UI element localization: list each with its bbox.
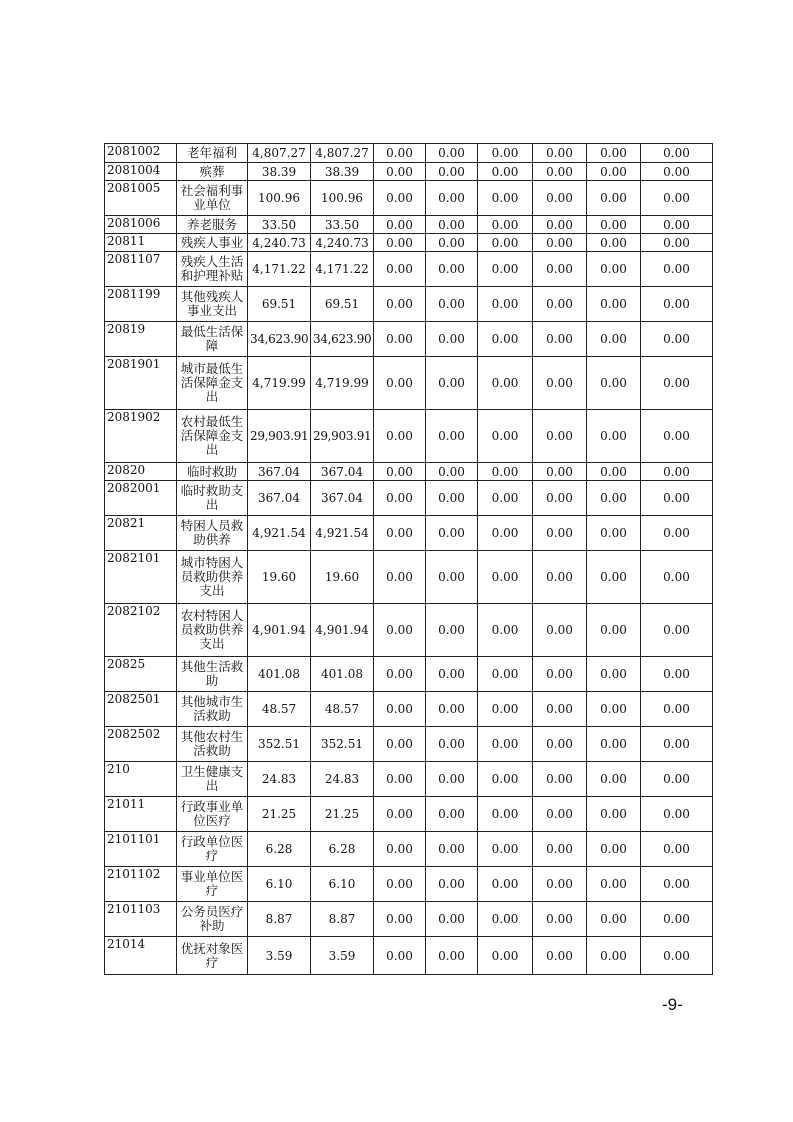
- cell-value: 0.00: [426, 797, 478, 832]
- cell-value: 0.00: [641, 516, 713, 551]
- row-name: 城市最低生活保障金支出: [177, 357, 248, 410]
- cell-value: 0.00: [533, 902, 587, 937]
- cell-value: 0.00: [478, 181, 533, 216]
- row-name: 其他生活救助: [177, 657, 248, 692]
- cell-value: 0.00: [533, 551, 587, 604]
- cell-value: 6.28: [248, 832, 311, 867]
- cell-value: 367.04: [311, 463, 374, 481]
- row-code: 2081006: [105, 216, 177, 234]
- cell-value: 0.00: [641, 144, 713, 163]
- cell-value: 0.00: [374, 287, 426, 322]
- cell-value: 0.00: [641, 181, 713, 216]
- table-row: [105, 727, 713, 762]
- cell-value: 0.00: [587, 463, 641, 481]
- cell-value: 4,807.27: [311, 144, 374, 163]
- cell-value: 0.00: [641, 604, 713, 657]
- cell-value: 0.00: [374, 657, 426, 692]
- table-row: [105, 657, 713, 692]
- cell-value: 0.00: [374, 551, 426, 604]
- cell-value: 4,901.94: [248, 604, 311, 657]
- cell-value: 0.00: [641, 163, 713, 181]
- cell-value: 100.96: [248, 181, 311, 216]
- cell-value: 0.00: [478, 287, 533, 322]
- table-row: [105, 322, 713, 357]
- row-code: 2081902: [105, 410, 177, 463]
- cell-value: 0.00: [641, 937, 713, 975]
- cell-value: 8.87: [248, 902, 311, 937]
- cell-value: 0.00: [426, 481, 478, 516]
- cell-value: 0.00: [478, 163, 533, 181]
- cell-value: 0.00: [478, 216, 533, 234]
- cell-value: 0.00: [587, 163, 641, 181]
- cell-value: 0.00: [641, 762, 713, 797]
- row-name: 其他残疾人事业支出: [177, 287, 248, 322]
- row-code: 2081107: [105, 252, 177, 287]
- cell-value: 0.00: [426, 604, 478, 657]
- cell-value: 0.00: [478, 144, 533, 163]
- row-code: 2082001: [105, 481, 177, 516]
- row-name: 临时救助: [177, 463, 248, 481]
- cell-value: 0.00: [374, 832, 426, 867]
- cell-value: 0.00: [587, 410, 641, 463]
- cell-value: 0.00: [587, 481, 641, 516]
- cell-value: 0.00: [533, 234, 587, 252]
- cell-value: 0.00: [587, 762, 641, 797]
- cell-value: 29,903.91: [248, 410, 311, 463]
- row-code: 2101101: [105, 832, 177, 867]
- row-name: 残疾人事业: [177, 234, 248, 252]
- cell-value: 0.00: [478, 516, 533, 551]
- cell-value: 0.00: [426, 516, 478, 551]
- cell-value: 0.00: [478, 797, 533, 832]
- cell-value: 24.83: [248, 762, 311, 797]
- cell-value: 0.00: [641, 357, 713, 410]
- cell-value: 19.60: [311, 551, 374, 604]
- cell-value: 4,240.73: [248, 234, 311, 252]
- cell-value: 0.00: [374, 252, 426, 287]
- cell-value: 0.00: [587, 144, 641, 163]
- cell-value: 0.00: [426, 902, 478, 937]
- row-name: 行政单位医疗: [177, 832, 248, 867]
- cell-value: 0.00: [478, 867, 533, 902]
- row-name: 其他农村生活救助: [177, 727, 248, 762]
- cell-value: 0.00: [426, 937, 478, 975]
- table-row: [105, 867, 713, 902]
- cell-value: 0.00: [587, 937, 641, 975]
- cell-value: 34,623.90: [248, 322, 311, 357]
- cell-value: 4,901.94: [311, 604, 374, 657]
- cell-value: 0.00: [426, 867, 478, 902]
- cell-value: 0.00: [478, 410, 533, 463]
- row-name: 行政事业单位医疗: [177, 797, 248, 832]
- cell-value: 21.25: [311, 797, 374, 832]
- cell-value: 0.00: [641, 463, 713, 481]
- cell-value: 69.51: [311, 287, 374, 322]
- cell-value: 0.00: [478, 604, 533, 657]
- row-name: 公务员医疗补助: [177, 902, 248, 937]
- cell-value: 0.00: [426, 551, 478, 604]
- cell-value: 0.00: [641, 692, 713, 727]
- table-row: [105, 144, 713, 163]
- cell-value: 367.04: [311, 481, 374, 516]
- cell-value: 0.00: [478, 252, 533, 287]
- table-row: [105, 234, 713, 252]
- cell-value: 0.00: [587, 867, 641, 902]
- cell-value: 6.10: [248, 867, 311, 902]
- cell-value: 0.00: [533, 516, 587, 551]
- row-code: 2101102: [105, 867, 177, 902]
- cell-value: 0.00: [641, 727, 713, 762]
- page-number: -9-: [662, 995, 683, 1014]
- cell-value: 0.00: [533, 163, 587, 181]
- cell-value: 34,623.90: [311, 322, 374, 357]
- cell-value: 3.59: [311, 937, 374, 975]
- cell-value: 0.00: [374, 410, 426, 463]
- cell-value: 0.00: [641, 902, 713, 937]
- cell-value: 0.00: [426, 216, 478, 234]
- cell-value: 0.00: [533, 657, 587, 692]
- row-name: 最低生活保障: [177, 322, 248, 357]
- cell-value: 0.00: [587, 551, 641, 604]
- cell-value: 0.00: [587, 832, 641, 867]
- cell-value: 4,171.22: [311, 252, 374, 287]
- cell-value: 0.00: [587, 692, 641, 727]
- cell-value: 0.00: [641, 551, 713, 604]
- table-row: [105, 937, 713, 975]
- cell-value: 0.00: [374, 163, 426, 181]
- cell-value: 48.57: [311, 692, 374, 727]
- row-code: 20820: [105, 463, 177, 481]
- row-name: 城市特困人员救助供养支出: [177, 551, 248, 604]
- cell-value: 0.00: [374, 357, 426, 410]
- cell-value: 4,807.27: [248, 144, 311, 163]
- cell-value: 4,921.54: [311, 516, 374, 551]
- cell-value: 352.51: [248, 727, 311, 762]
- row-code: 2101103: [105, 902, 177, 937]
- cell-value: 0.00: [478, 322, 533, 357]
- cell-value: 0.00: [426, 762, 478, 797]
- row-code: 20811: [105, 234, 177, 252]
- row-code: 2082501: [105, 692, 177, 727]
- cell-value: 0.00: [533, 937, 587, 975]
- cell-value: 0.00: [478, 762, 533, 797]
- cell-value: 0.00: [641, 797, 713, 832]
- cell-value: 4,171.22: [248, 252, 311, 287]
- cell-value: 367.04: [248, 463, 311, 481]
- cell-value: 0.00: [374, 463, 426, 481]
- cell-value: 4,719.99: [248, 357, 311, 410]
- cell-value: 0.00: [426, 322, 478, 357]
- cell-value: 0.00: [426, 692, 478, 727]
- table-row: [105, 902, 713, 937]
- cell-value: 0.00: [478, 481, 533, 516]
- budget-table: [104, 143, 713, 975]
- row-code: 21011: [105, 797, 177, 832]
- cell-value: 33.50: [311, 216, 374, 234]
- cell-value: 0.00: [374, 604, 426, 657]
- cell-value: 0.00: [426, 832, 478, 867]
- table-row: [105, 252, 713, 287]
- table-row: [105, 410, 713, 463]
- table-row: [105, 832, 713, 867]
- cell-value: 0.00: [426, 357, 478, 410]
- cell-value: 0.00: [478, 357, 533, 410]
- cell-value: 0.00: [587, 604, 641, 657]
- cell-value: 33.50: [248, 216, 311, 234]
- cell-value: 0.00: [587, 287, 641, 322]
- row-name: 优抚对象医疗: [177, 937, 248, 975]
- table-row: [105, 604, 713, 657]
- cell-value: 352.51: [311, 727, 374, 762]
- cell-value: 69.51: [248, 287, 311, 322]
- cell-value: 0.00: [641, 832, 713, 867]
- table-row: [105, 181, 713, 216]
- cell-value: 0.00: [533, 144, 587, 163]
- row-code: 2082502: [105, 727, 177, 762]
- row-name: 其他城市生活救助: [177, 692, 248, 727]
- cell-value: 0.00: [478, 902, 533, 937]
- cell-value: 0.00: [426, 163, 478, 181]
- cell-value: 8.87: [311, 902, 374, 937]
- table-row: [105, 287, 713, 322]
- row-code: 2081199: [105, 287, 177, 322]
- row-code: 21014: [105, 937, 177, 975]
- cell-value: 0.00: [533, 604, 587, 657]
- table-row: [105, 481, 713, 516]
- cell-value: 0.00: [533, 797, 587, 832]
- row-code: 20825: [105, 657, 177, 692]
- table-row: [105, 692, 713, 727]
- cell-value: 0.00: [587, 357, 641, 410]
- row-code: 2082102: [105, 604, 177, 657]
- cell-value: 0.00: [641, 234, 713, 252]
- cell-value: 0.00: [478, 937, 533, 975]
- cell-value: 0.00: [374, 692, 426, 727]
- cell-value: 0.00: [641, 216, 713, 234]
- cell-value: 0.00: [533, 410, 587, 463]
- cell-value: 0.00: [533, 216, 587, 234]
- table-body: [105, 144, 713, 975]
- cell-value: 0.00: [533, 762, 587, 797]
- cell-value: 0.00: [374, 797, 426, 832]
- row-code: 2081002: [105, 144, 177, 163]
- row-code: 2082101: [105, 551, 177, 604]
- row-code: 210: [105, 762, 177, 797]
- cell-value: 0.00: [641, 252, 713, 287]
- cell-value: 0.00: [374, 516, 426, 551]
- cell-value: 401.08: [248, 657, 311, 692]
- cell-value: 0.00: [533, 181, 587, 216]
- table-row: [105, 163, 713, 181]
- cell-value: 0.00: [533, 463, 587, 481]
- cell-value: 0.00: [478, 692, 533, 727]
- cell-value: 0.00: [641, 322, 713, 357]
- table-row: [105, 516, 713, 551]
- row-name: 特困人员救助供养: [177, 516, 248, 551]
- cell-value: 19.60: [248, 551, 311, 604]
- cell-value: 0.00: [374, 234, 426, 252]
- row-code: 2081004: [105, 163, 177, 181]
- cell-value: 0.00: [478, 727, 533, 762]
- row-code: 20821: [105, 516, 177, 551]
- table-row: [105, 551, 713, 604]
- cell-value: 0.00: [374, 867, 426, 902]
- row-name: 残疾人生活和护理补贴: [177, 252, 248, 287]
- cell-value: 0.00: [533, 832, 587, 867]
- cell-value: 0.00: [641, 657, 713, 692]
- cell-value: 0.00: [641, 287, 713, 322]
- cell-value: 0.00: [533, 357, 587, 410]
- cell-value: 0.00: [426, 410, 478, 463]
- cell-value: 367.04: [248, 481, 311, 516]
- cell-value: 0.00: [426, 463, 478, 481]
- cell-value: 0.00: [587, 234, 641, 252]
- cell-value: 0.00: [374, 902, 426, 937]
- cell-value: 0.00: [426, 144, 478, 163]
- cell-value: 0.00: [374, 216, 426, 234]
- cell-value: 0.00: [374, 144, 426, 163]
- cell-value: 0.00: [374, 481, 426, 516]
- table-row: [105, 797, 713, 832]
- cell-value: 38.39: [311, 163, 374, 181]
- row-name: 养老服务: [177, 216, 248, 234]
- cell-value: 6.28: [311, 832, 374, 867]
- cell-value: 0.00: [587, 181, 641, 216]
- cell-value: 4,921.54: [248, 516, 311, 551]
- table-row: [105, 463, 713, 481]
- cell-value: 21.25: [248, 797, 311, 832]
- cell-value: 0.00: [587, 902, 641, 937]
- cell-value: 0.00: [587, 657, 641, 692]
- cell-value: 0.00: [426, 181, 478, 216]
- cell-value: 0.00: [426, 657, 478, 692]
- cell-value: 0.00: [426, 234, 478, 252]
- cell-value: 0.00: [641, 410, 713, 463]
- cell-value: 401.08: [311, 657, 374, 692]
- cell-value: 6.10: [311, 867, 374, 902]
- table-row: [105, 216, 713, 234]
- cell-value: 0.00: [478, 551, 533, 604]
- cell-value: 0.00: [587, 516, 641, 551]
- row-name: 殡葬: [177, 163, 248, 181]
- cell-value: 0.00: [374, 937, 426, 975]
- cell-value: 0.00: [533, 322, 587, 357]
- cell-value: 0.00: [533, 481, 587, 516]
- cell-value: 0.00: [587, 252, 641, 287]
- cell-value: 38.39: [248, 163, 311, 181]
- cell-value: 0.00: [641, 481, 713, 516]
- cell-value: 0.00: [478, 234, 533, 252]
- cell-value: 3.59: [248, 937, 311, 975]
- cell-value: 100.96: [311, 181, 374, 216]
- cell-value: 0.00: [533, 252, 587, 287]
- cell-value: 0.00: [533, 867, 587, 902]
- cell-value: 0.00: [478, 657, 533, 692]
- row-code: 2081005: [105, 181, 177, 216]
- table-row: [105, 762, 713, 797]
- cell-value: 0.00: [426, 727, 478, 762]
- cell-value: 4,719.99: [311, 357, 374, 410]
- row-code: 20819: [105, 322, 177, 357]
- row-name: 农村最低生活保障金支出: [177, 410, 248, 463]
- cell-value: 0.00: [374, 181, 426, 216]
- cell-value: 0.00: [533, 727, 587, 762]
- cell-value: 0.00: [374, 727, 426, 762]
- cell-value: 0.00: [587, 727, 641, 762]
- cell-value: 0.00: [641, 867, 713, 902]
- row-name: 事业单位医疗: [177, 867, 248, 902]
- cell-value: 24.83: [311, 762, 374, 797]
- cell-value: 0.00: [587, 322, 641, 357]
- row-name: 临时救助支出: [177, 481, 248, 516]
- cell-value: 0.00: [478, 832, 533, 867]
- cell-value: 0.00: [587, 797, 641, 832]
- cell-value: 0.00: [587, 216, 641, 234]
- table-row: [105, 357, 713, 410]
- row-name: 卫生健康支出: [177, 762, 248, 797]
- cell-value: 0.00: [533, 287, 587, 322]
- row-name: 农村特困人员救助供养支出: [177, 604, 248, 657]
- row-name: 老年福利: [177, 144, 248, 163]
- cell-value: 0.00: [478, 463, 533, 481]
- cell-value: 29,903.91: [311, 410, 374, 463]
- row-code: 2081901: [105, 357, 177, 410]
- row-name: 社会福利事业单位: [177, 181, 248, 216]
- cell-value: 0.00: [374, 322, 426, 357]
- cell-value: 4,240.73: [311, 234, 374, 252]
- cell-value: 0.00: [374, 762, 426, 797]
- cell-value: 0.00: [426, 287, 478, 322]
- cell-value: 48.57: [248, 692, 311, 727]
- cell-value: 0.00: [426, 252, 478, 287]
- cell-value: 0.00: [533, 692, 587, 727]
